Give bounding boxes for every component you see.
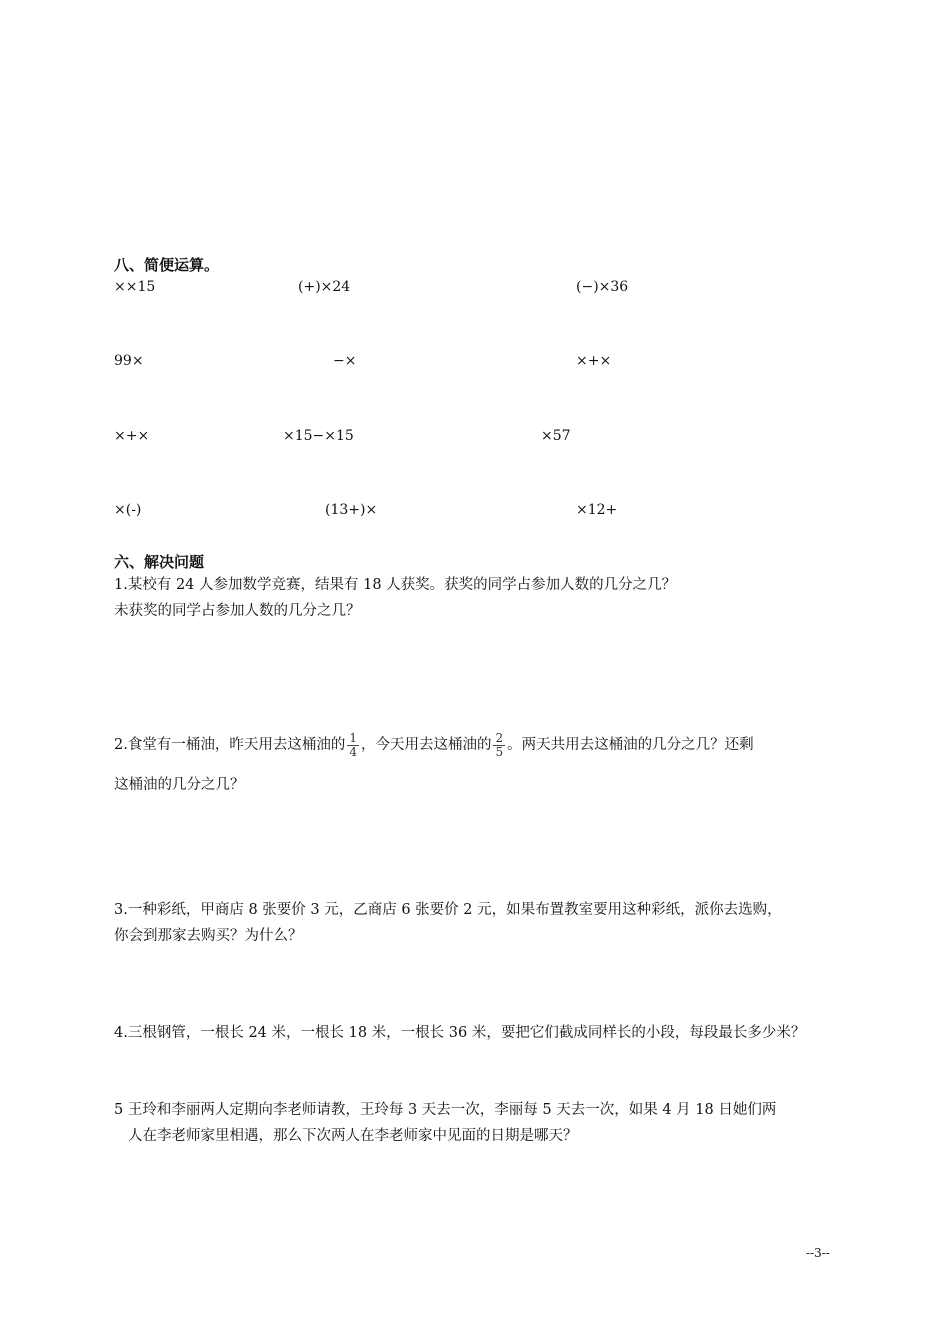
question-5-line-2: 人在李老师家里相遇，那么下次两人在李老师家中见面的日期是哪天？ xyxy=(128,1128,578,1144)
question-2-text-a: 2.食堂有一桶油，昨天用去这桶油的 xyxy=(114,737,346,753)
expression: (13+)× xyxy=(325,502,378,518)
expression: ×(-) xyxy=(114,502,142,518)
question-2-line-2: 这桶油的几分之几？ xyxy=(114,777,245,793)
question-2-text-b: ，今天用去这桶油的 xyxy=(360,737,492,753)
fraction-numerator: 1 xyxy=(349,730,357,745)
question-5-line-1: 5 王玲和李丽两人定期向李老师请教，王玲每 3 天去一次，李丽每 5 天去一次，如果 4 月 18 日她们两 xyxy=(114,1102,777,1118)
question-1-line-2: 未获奖的同学占参加人数的几分之几？ xyxy=(114,603,361,619)
question-3-line-2: 你会到那家去购买？为什么？ xyxy=(114,928,303,944)
section-8-title: 八、简便运算。 xyxy=(114,256,220,274)
fraction-denominator: 4 xyxy=(349,744,357,759)
question-1-line-1: 1.某校有 24 人参加数学竞赛，结果有 18 人获奖。获奖的同学占参加人数的几分之几？ xyxy=(114,577,677,593)
fraction-one-quarter xyxy=(347,732,359,759)
question-2-text-c: 。两天共用去这桶油的几分之几？还剩 xyxy=(507,737,754,753)
question-3-line-1: 3.一种彩纸，甲商店 8 张要价 3 元，乙商店 6 张要价 2 元，如果布置教室要用这种彩纸，派你去选购， xyxy=(114,902,782,918)
page-number: --3-- xyxy=(806,1246,830,1260)
question-4-line-1: 4.三根钢管，一根长 24 米，一根长 18 米，一根长 36 米，要把它们截成同样长的小段，每段最长多少米？ xyxy=(114,1025,806,1041)
expression: ×+× xyxy=(576,353,612,369)
fraction-numerator: 2 xyxy=(495,730,504,745)
expression: (−)×36 xyxy=(576,279,629,295)
expression: −× xyxy=(333,353,357,369)
expression: ×57 xyxy=(541,428,571,444)
expression: ×+× xyxy=(114,428,150,444)
section-6-title: 六、解决问题 xyxy=(114,553,205,571)
expression: ×12+ xyxy=(576,502,618,518)
fraction-denominator: 5 xyxy=(495,744,504,759)
expression: ×15−×15 xyxy=(283,428,354,444)
question-2-line-1 xyxy=(114,725,754,765)
fraction-two-fifths xyxy=(493,732,505,759)
expression: ××15 xyxy=(114,279,156,295)
expression: 99× xyxy=(114,353,144,369)
expression: (+)×24 xyxy=(298,279,351,295)
